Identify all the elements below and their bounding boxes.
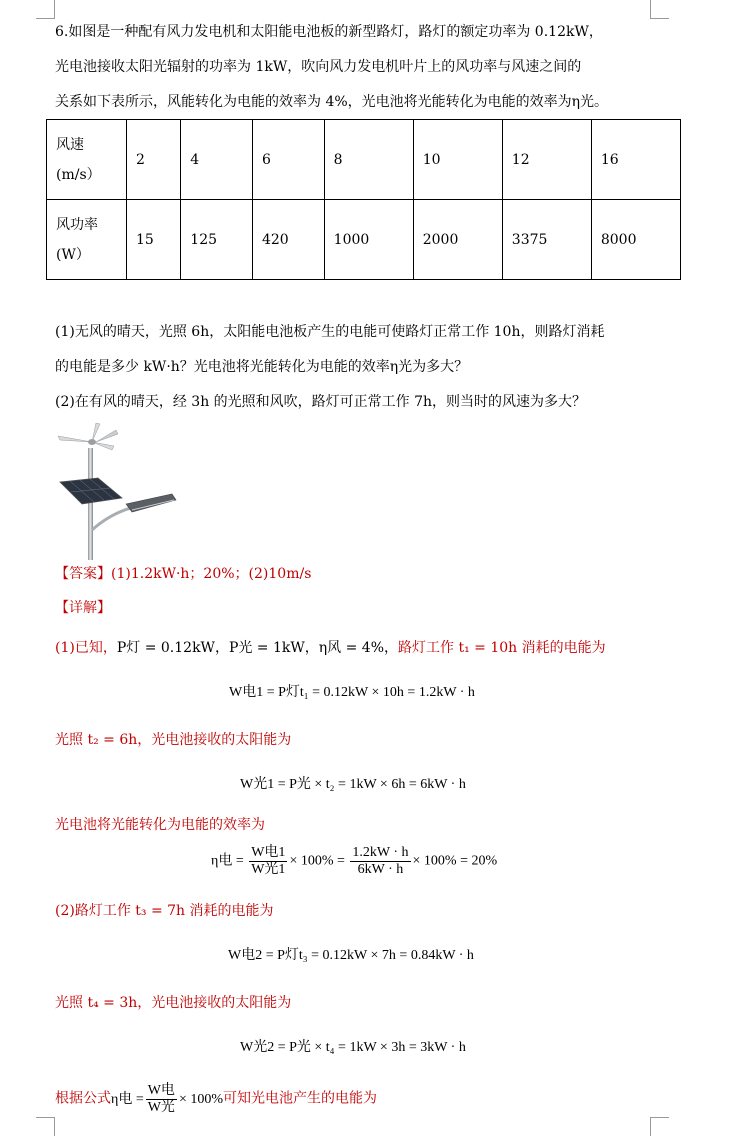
formula-1: W电1 = P灯t₁ = 0.12kW × 10h = 1.2kW · h bbox=[229, 685, 475, 700]
table-cell: 6 bbox=[252, 120, 324, 200]
table-row-wind-power bbox=[47, 200, 681, 280]
formula-2: W光1 = P光 × t₂ = 1kW × 6h = 6kW · h bbox=[240, 777, 466, 792]
wind-power-table bbox=[46, 119, 681, 280]
table-header-wind-speed: 风速 (m/s） bbox=[47, 120, 127, 200]
solution-step-1: (1)已知，P灯 = 0.12kW，P光 = 1kW，η风 = 4%，路灯工作 t₁ = 10h 消耗的电能为 bbox=[55, 640, 606, 656]
table-cell: 15 bbox=[127, 200, 181, 280]
formula-6: η电 = $\frac{\text{W电}}{\text{W光}}$ × 100% bbox=[111, 1083, 223, 1115]
fraction: $\frac{1.2kW \cdot h}{6kW \cdot h}$ bbox=[352, 845, 409, 877]
fraction: $\frac{\text{W电1}}{\text{W光1}}$ bbox=[251, 845, 286, 877]
crop-mark-top-left bbox=[36, 0, 55, 19]
detail-tag: 【详解】 bbox=[55, 600, 111, 616]
answer-line bbox=[55, 564, 311, 584]
crop-mark-bottom-left bbox=[36, 1117, 55, 1136]
formula-4: W电2 = P灯t₃ = 0.12kW × 7h = 0.84kW · h bbox=[228, 948, 474, 963]
answer-tag: 【答案】 bbox=[55, 566, 111, 582]
solution-step-6: 根据公式η电 = $\frac{\text{W电}}{\text{W光}}$ × 100%可知光电池产生的电能为 bbox=[55, 1083, 377, 1115]
solution-step-2: 光照 t₂ = 6h，光电池接收的太阳能为 bbox=[55, 732, 292, 748]
table-cell: 420 bbox=[252, 200, 324, 280]
solution-step-3: 光电池将光能转化为电能的效率为 bbox=[55, 817, 265, 833]
table-cell: 4 bbox=[181, 120, 253, 200]
question-line-3: 关系如下表所示，风能转化为电能的效率为 4%，光电池将光能转化为电能的效率为η光。 bbox=[55, 94, 609, 110]
crop-mark-top-right bbox=[650, 0, 669, 19]
table-cell: 10 bbox=[413, 120, 502, 200]
solution-step-4: (2)路灯工作 t₃ = 7h 消耗的电能为 bbox=[55, 903, 274, 919]
table-row-wind-speed bbox=[47, 120, 681, 200]
sub-question-1-line-2: 的电能是多少 kW·h？光电池将光能转化为电能的效率η光为多大？ bbox=[55, 359, 469, 375]
question-line-1: 6.如图是一种配有风力发电机和太阳能电池板的新型路灯，路灯的额定功率为 0.12kW， bbox=[55, 24, 603, 40]
solution-step-5: 光照 t₄ = 3h，光电池接收的太阳能为 bbox=[55, 995, 292, 1011]
sub-question-1-line-1: (1)无风的晴天，光照 6h，太阳能电池板产生的电能可使路灯正常工作 10h，则路灯消耗 bbox=[55, 324, 605, 340]
table-cell: 3375 bbox=[502, 200, 591, 280]
table-cell: 2 bbox=[127, 120, 181, 200]
answer-text: (1)1.2kW·h；20%；(2)10m/s bbox=[111, 566, 312, 582]
table-cell: 125 bbox=[181, 200, 253, 280]
table-cell: 2000 bbox=[413, 200, 502, 280]
fraction: $\frac{\text{W电}}{\text{W光}}$ bbox=[147, 1083, 175, 1115]
wind-solar-street-lamp-illustration bbox=[52, 420, 182, 560]
formula-3: η电 = $\frac{\text{W电1}}{\text{W光1}}$ × 100% = $\frac{1.2kW \cdot h}{6kW \cdot h}$ × 100% = 20% bbox=[211, 845, 498, 877]
crop-mark-bottom-right bbox=[650, 1117, 669, 1136]
sub-question-2: (2)在有风的晴天，经 3h 的光照和风吹，路灯可正常工作 7h，则当时的风速为多大？ bbox=[55, 394, 587, 410]
table-cell: 1000 bbox=[324, 200, 413, 280]
given-values: P灯 = 0.12kW，P光 = 1kW，η风 = 4%， bbox=[116, 640, 398, 656]
table-cell: 16 bbox=[591, 120, 680, 200]
question-line-2: 光电池接收太阳光辐射的功率为 1kW，吹向风力发电机叶片上的风功率与风速之间的 bbox=[55, 59, 582, 75]
table-cell: 8 bbox=[324, 120, 413, 200]
formula-5: W光2 = P光 × t₄ = 1kW × 3h = 3kW · h bbox=[240, 1040, 466, 1055]
table-cell: 12 bbox=[502, 120, 591, 200]
table-cell: 8000 bbox=[591, 200, 680, 280]
table-header-wind-power: 风功率 (W） bbox=[47, 200, 127, 280]
